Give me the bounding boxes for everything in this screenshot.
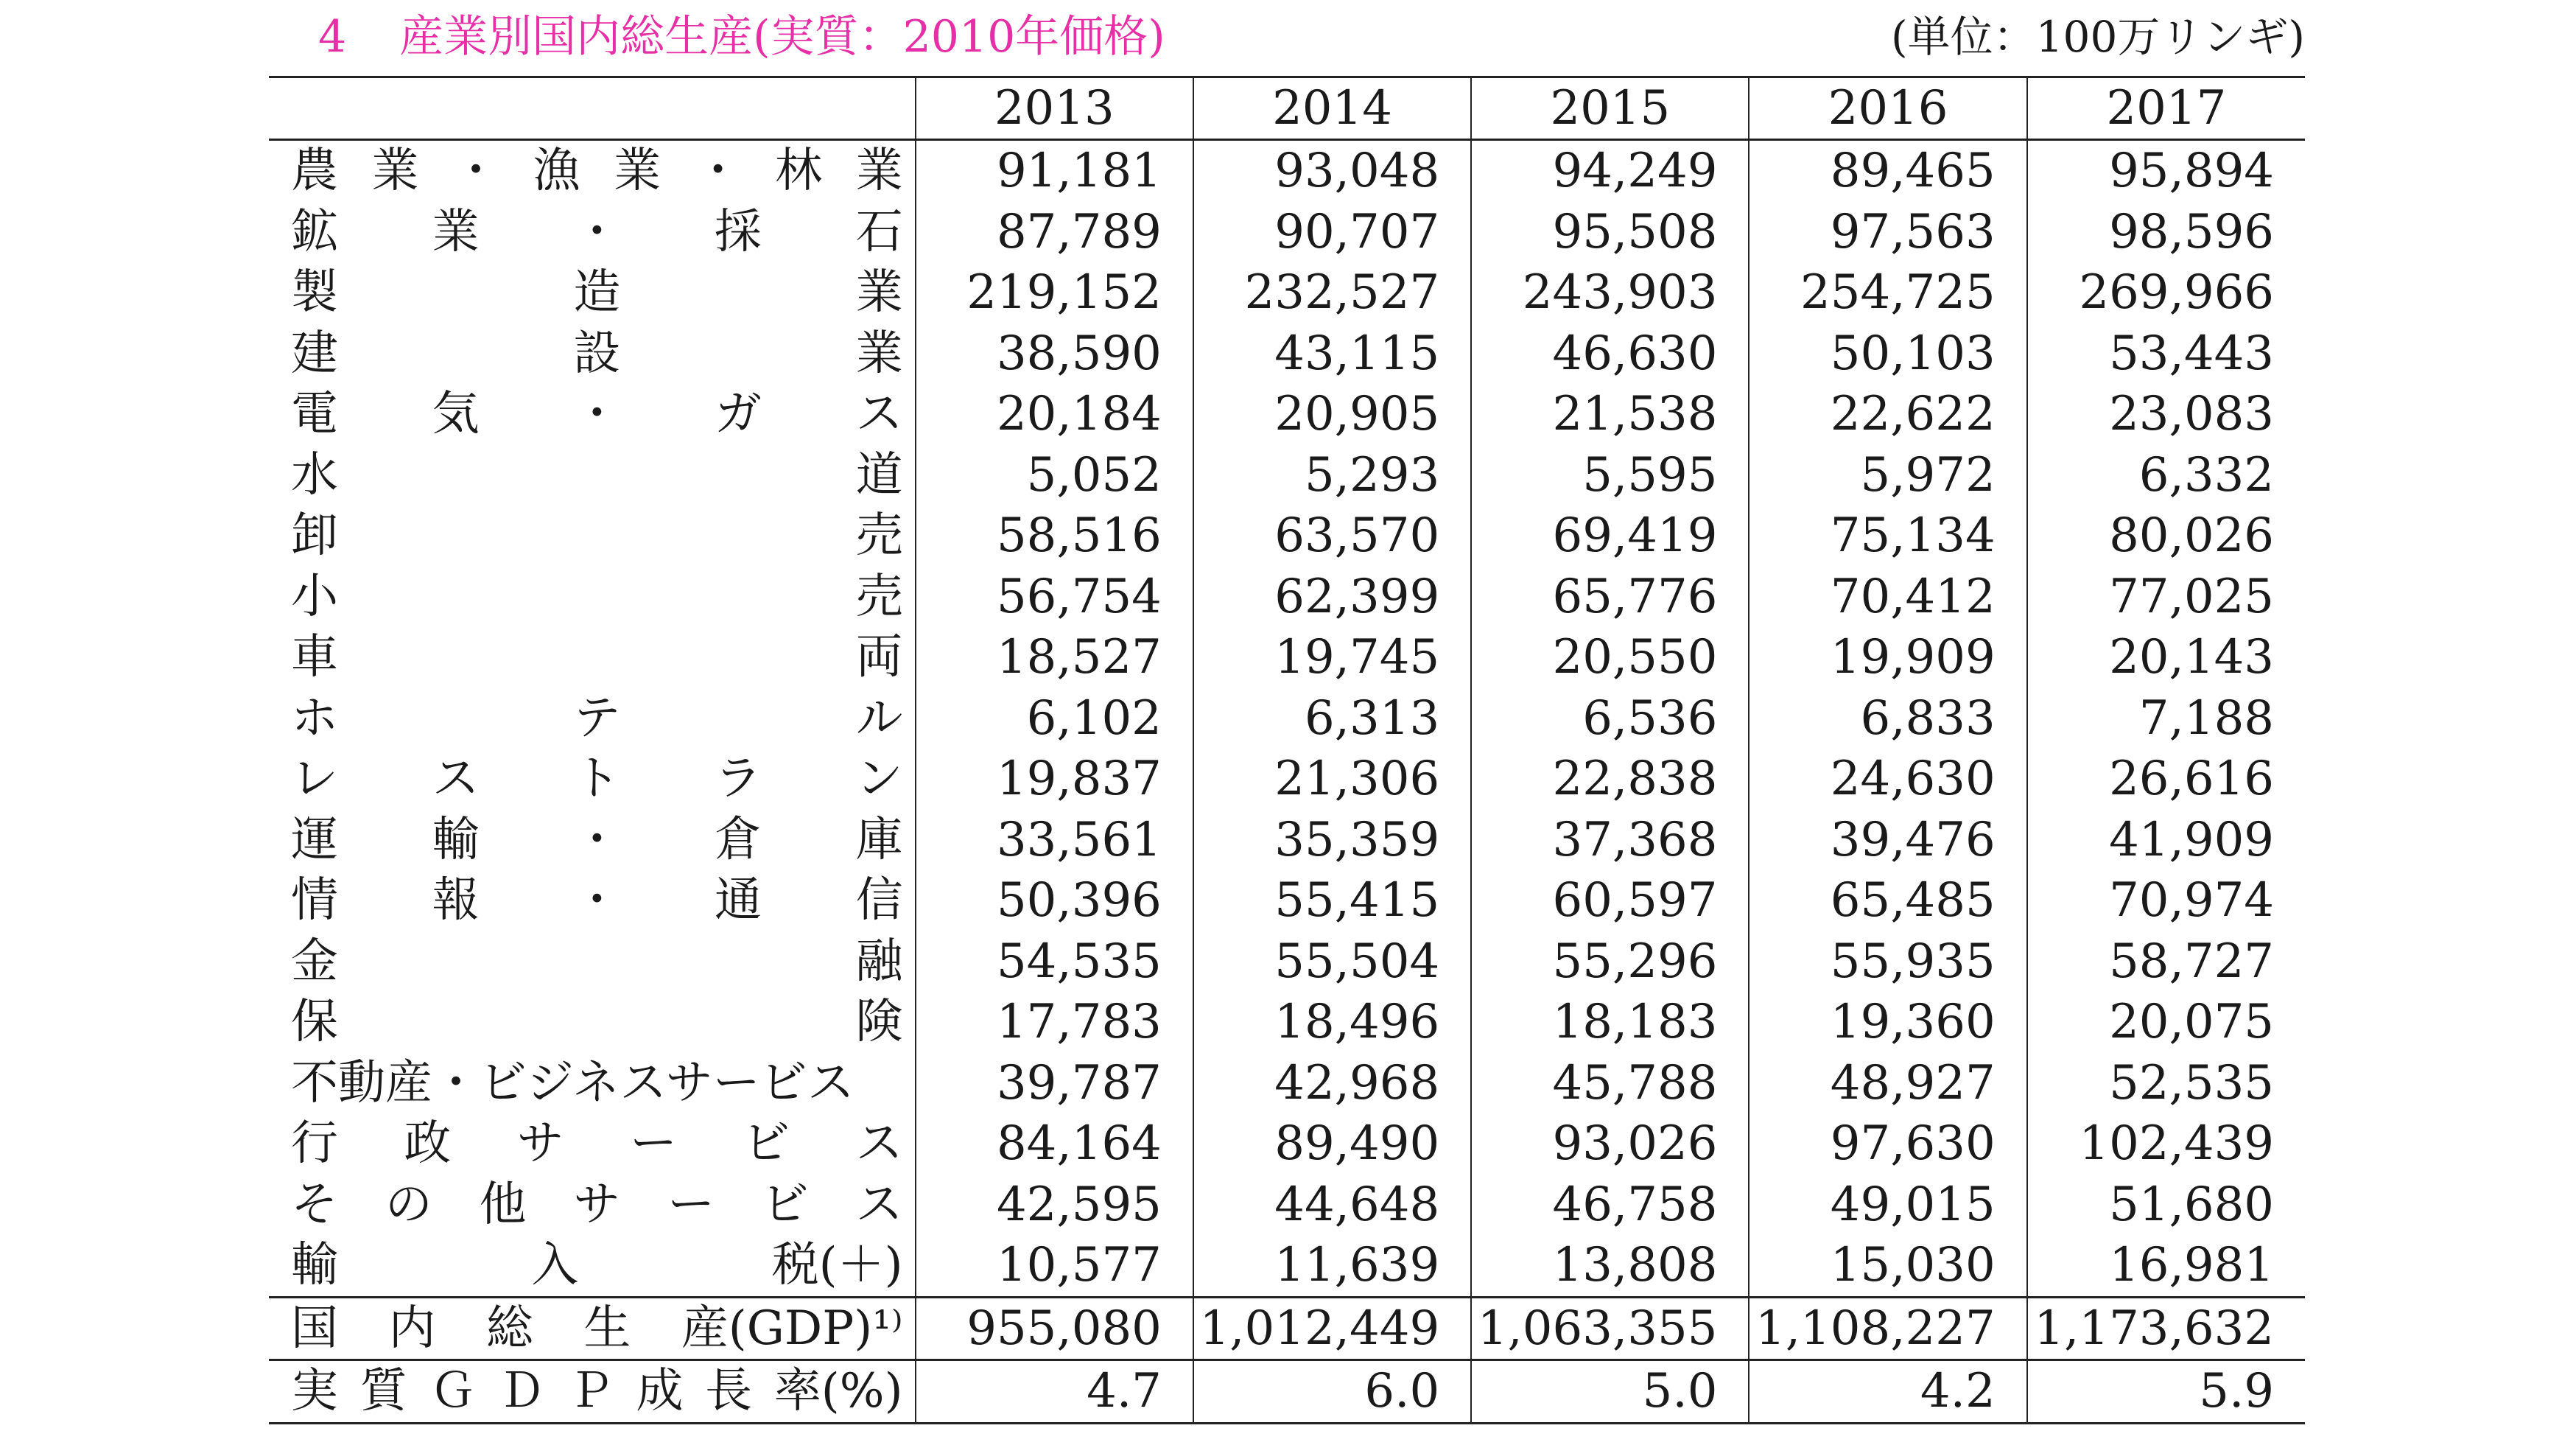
value-cell: 18,527 (916, 627, 1193, 688)
row-label-part: 業 (371, 144, 419, 199)
value-cell: 11,639 (1193, 1235, 1471, 1297)
value-cell: 95,508 (1471, 202, 1749, 263)
value-cell: 1,063,355 (1471, 1297, 1749, 1360)
table-row (269, 931, 2305, 993)
row-label-part: 気 (432, 387, 480, 442)
table-row (269, 323, 2305, 385)
table-row (269, 505, 2305, 567)
table-body (269, 140, 2305, 1424)
value-cell: 6,536 (1471, 688, 1749, 749)
row-label-text (291, 992, 903, 1052)
row-label-text (291, 1053, 903, 1113)
row-label-part: サ (516, 1116, 564, 1172)
value-cell: 6.0 (1193, 1360, 1471, 1424)
row-label-text (291, 1235, 903, 1295)
row-label-part: 車 (291, 630, 338, 685)
gdp-by-industry-table (269, 76, 2305, 1424)
row-label (269, 1235, 916, 1297)
table-row (269, 262, 2305, 323)
row-label-part: 保 (291, 995, 338, 1050)
value-cell: 20,184 (916, 384, 1193, 445)
value-cell: 55,935 (1749, 931, 2026, 993)
year-header: 2015 (1471, 77, 1749, 140)
row-label-part: 総 (485, 1301, 533, 1356)
table-row (269, 627, 2305, 688)
value-cell: 4.2 (1749, 1360, 2026, 1424)
row-label-part: 庫 (855, 812, 903, 867)
row-label-part: ・ (573, 387, 621, 442)
value-cell: 18,496 (1193, 992, 1471, 1053)
value-cell: 51,680 (2027, 1175, 2305, 1236)
value-cell: 93,026 (1471, 1113, 1749, 1175)
row-label (269, 1113, 916, 1175)
table-row (269, 202, 2305, 263)
row-label-part: 農 (291, 144, 338, 199)
row-label-part: ス (855, 1177, 903, 1232)
row-label-text (291, 1175, 903, 1235)
row-label-part: 内 (388, 1301, 436, 1356)
row-label-part: ー (629, 1116, 677, 1172)
table-row (269, 1113, 2305, 1175)
row-label-part: 通 (714, 873, 762, 928)
value-cell: 5,052 (916, 445, 1193, 506)
value-cell: 5,293 (1193, 445, 1471, 506)
row-label-text (291, 870, 903, 931)
value-cell: 18,183 (1471, 992, 1749, 1053)
row-label-part: 産(GDP)¹⁾ (681, 1301, 903, 1356)
row-label-part: 長 (705, 1364, 753, 1419)
value-cell: 60,597 (1471, 870, 1749, 931)
year-header: 2017 (2027, 77, 2305, 140)
row-label-part: Ｐ (566, 1364, 614, 1419)
row-label-part: 業 (855, 265, 903, 321)
unit-note: (単位：100万リンギ) (1891, 12, 2305, 62)
value-cell: 89,465 (1749, 140, 2026, 202)
row-label-part: 製 (291, 265, 338, 321)
row-label-text (291, 931, 903, 992)
value-cell: 94,249 (1471, 140, 1749, 202)
value-cell: 21,306 (1193, 749, 1471, 810)
value-cell: 55,415 (1193, 870, 1471, 931)
row-label-part: 造 (573, 265, 621, 321)
value-cell: 22,838 (1471, 749, 1749, 810)
value-cell: 13,808 (1471, 1235, 1749, 1297)
table-number: 4 (318, 11, 347, 63)
value-cell: 75,134 (1749, 505, 2026, 567)
row-label-text (291, 567, 903, 627)
row-label-part: 実 (291, 1364, 338, 1419)
row-label (269, 202, 916, 263)
value-cell: 70,974 (2027, 870, 2305, 931)
value-cell: 50,103 (1749, 323, 2026, 385)
value-cell: 46,758 (1471, 1175, 1749, 1236)
value-cell: 42,595 (916, 1175, 1193, 1236)
value-cell: 58,516 (916, 505, 1193, 567)
row-label (269, 262, 916, 323)
row-label-text (291, 1298, 903, 1359)
row-label-part: ・ (573, 873, 621, 928)
value-cell: 65,485 (1749, 870, 2026, 931)
row-label (269, 567, 916, 628)
row-label-part: 他 (479, 1177, 527, 1232)
row-label-part: Ｇ (429, 1364, 477, 1419)
value-cell: 52,535 (2027, 1053, 2305, 1114)
value-cell: 21,538 (1471, 384, 1749, 445)
value-cell: 219,152 (916, 262, 1193, 323)
value-cell: 91,181 (916, 140, 1193, 202)
value-cell: 22,622 (1749, 384, 2026, 445)
value-cell: 19,360 (1749, 992, 2026, 1053)
row-label (269, 1360, 916, 1424)
value-cell: 39,787 (916, 1053, 1193, 1114)
value-cell: 98,596 (2027, 202, 2305, 263)
value-cell: 80,026 (2027, 505, 2305, 567)
row-label-part: 成 (636, 1364, 684, 1419)
row-label-part: 信 (855, 873, 903, 928)
row-label (269, 323, 916, 385)
value-cell: 55,296 (1471, 931, 1749, 993)
table-row (269, 870, 2305, 931)
row-label-part: ス (432, 752, 480, 807)
row-label-part: 業 (855, 326, 903, 381)
row-label-part: 輸 (291, 1238, 338, 1293)
table-row (269, 1053, 2305, 1114)
row-label-part: 運 (291, 812, 338, 867)
row-label-part: 石 (855, 204, 903, 259)
table-row (269, 1297, 2305, 1360)
value-cell: 1,173,632 (2027, 1297, 2305, 1360)
value-cell: 19,909 (1749, 627, 2026, 688)
row-label (269, 140, 916, 202)
value-cell: 38,590 (916, 323, 1193, 385)
row-label (269, 1297, 916, 1360)
row-label-part: 水 (291, 447, 338, 503)
row-label-part: 報 (432, 873, 480, 928)
table-row (269, 992, 2305, 1053)
value-cell: 5,972 (1749, 445, 2026, 506)
row-label-part: ン (855, 752, 903, 807)
value-cell: 53,443 (2027, 323, 2305, 385)
value-cell: 102,439 (2027, 1113, 2305, 1175)
value-cell: 269,966 (2027, 262, 2305, 323)
row-label (269, 992, 916, 1053)
row-label-part: ガ (714, 387, 762, 442)
row-label-text (291, 810, 903, 870)
value-cell: 63,570 (1193, 505, 1471, 567)
row-label-text (291, 505, 903, 566)
value-cell: 5.0 (1471, 1360, 1749, 1424)
value-cell: 5,595 (1471, 445, 1749, 506)
table-row (269, 1235, 2305, 1297)
value-cell: 62,399 (1193, 567, 1471, 628)
table-row (269, 384, 2305, 445)
table-row (269, 1175, 2305, 1236)
row-label-text (291, 445, 903, 505)
row-label-part: ・ (573, 812, 621, 867)
row-label-part: そ (291, 1177, 338, 1232)
row-label (269, 445, 916, 506)
value-cell: 84,164 (916, 1113, 1193, 1175)
row-label-text (291, 262, 903, 323)
value-cell: 6,833 (1749, 688, 2026, 749)
value-cell: 17,783 (916, 992, 1193, 1053)
row-label-part: 倉 (714, 812, 762, 867)
row-label-part: 国 (291, 1301, 338, 1356)
value-cell: 44,648 (1193, 1175, 1471, 1236)
value-cell: 254,725 (1749, 262, 2026, 323)
row-label (269, 627, 916, 688)
value-cell: 54,535 (916, 931, 1193, 993)
value-cell: 69,419 (1471, 505, 1749, 567)
value-cell: 20,143 (2027, 627, 2305, 688)
row-label-part: 情 (291, 873, 338, 928)
row-label-text (291, 323, 903, 384)
row-label-part: ス (855, 1116, 903, 1172)
row-label-part: 林 (775, 144, 823, 199)
value-cell: 42,968 (1193, 1053, 1471, 1114)
value-cell: 6,332 (2027, 445, 2305, 506)
row-label (269, 384, 916, 445)
value-cell: 50,396 (916, 870, 1193, 931)
row-label-part: 電 (291, 387, 338, 442)
row-label-text (291, 202, 903, 262)
row-label-text (291, 141, 903, 201)
value-cell: 58,727 (2027, 931, 2305, 993)
value-cell: 55,504 (1193, 931, 1471, 993)
value-cell: 20,550 (1471, 627, 1749, 688)
value-cell: 20,905 (1193, 384, 1471, 445)
value-cell: 48,927 (1749, 1053, 2026, 1114)
row-label-part: 建 (291, 326, 338, 381)
row-label-part: 険 (855, 995, 903, 1050)
row-label-part: ラ (714, 752, 762, 807)
table-row (269, 445, 2305, 506)
row-label (269, 1175, 916, 1236)
row-label-part: 率(%) (773, 1364, 903, 1419)
row-label-part: テ (573, 690, 621, 746)
row-label-part: 設 (573, 326, 621, 381)
value-cell: 39,476 (1749, 810, 2026, 871)
value-cell: 45,788 (1471, 1053, 1749, 1114)
value-cell: 97,563 (1749, 202, 2026, 263)
value-cell: 93,048 (1193, 140, 1471, 202)
value-cell: 24,630 (1749, 749, 2026, 810)
value-cell: 23,083 (2027, 384, 2305, 445)
row-label-part: 入 (531, 1238, 579, 1293)
row-label-part: 両 (855, 630, 903, 685)
row-label-part: 生 (583, 1301, 631, 1356)
year-header: 2016 (1749, 77, 2026, 140)
row-label-part: 政 (404, 1116, 452, 1172)
row-label-part: 売 (855, 508, 903, 564)
row-label-part: ビ (743, 1116, 790, 1172)
table-row (269, 810, 2305, 871)
row-label (269, 931, 916, 993)
value-cell: 95,894 (2027, 140, 2305, 202)
value-cell: 1,012,449 (1193, 1297, 1471, 1360)
value-cell: 16,981 (2027, 1235, 2305, 1297)
header-corner (269, 77, 916, 140)
table-title (318, 6, 1165, 68)
row-label-part: 税(＋) (771, 1238, 903, 1293)
row-label-part: ・ (573, 204, 621, 259)
row-label-part: ー (667, 1177, 715, 1232)
value-cell: 6,102 (916, 688, 1193, 749)
header-row (269, 77, 2305, 140)
table-row (269, 688, 2305, 749)
value-cell: 232,527 (1193, 262, 1471, 323)
row-label-part: レ (291, 752, 338, 807)
value-cell: 35,359 (1193, 810, 1471, 871)
value-cell: 19,837 (916, 749, 1193, 810)
value-cell: 46,630 (1471, 323, 1749, 385)
value-cell: 41,909 (2027, 810, 2305, 871)
table-row (269, 140, 2305, 202)
row-label (269, 1053, 916, 1114)
value-cell: 15,030 (1749, 1235, 2026, 1297)
row-label-part: 行 (291, 1116, 338, 1172)
row-label-part: 道 (855, 447, 903, 503)
value-cell: 1,108,227 (1749, 1297, 2026, 1360)
row-label-part: 売 (855, 569, 903, 624)
row-label-part: サ (573, 1177, 621, 1232)
row-label (269, 870, 916, 931)
table-row (269, 1360, 2305, 1424)
row-label-part: ・ (452, 144, 500, 199)
row-label (269, 810, 916, 871)
row-label (269, 505, 916, 567)
row-label (269, 749, 916, 810)
row-label-part: 鉱 (291, 204, 338, 259)
row-label-part: 採 (714, 204, 762, 259)
value-cell: 20,075 (2027, 992, 2305, 1053)
value-cell: 89,490 (1193, 1113, 1471, 1175)
row-label-part: 業 (614, 144, 661, 199)
row-label-part: ト (573, 752, 621, 807)
row-label-text (291, 627, 903, 687)
table-title-text: 産業別国内総生産(実質：2010年価格) (399, 11, 1165, 63)
row-label-part: ・ (694, 144, 742, 199)
row-label-part: 輸 (432, 812, 480, 867)
row-label-part: 業 (855, 144, 903, 199)
value-cell: 19,745 (1193, 627, 1471, 688)
row-label-part: 不動産・ビジネスサービス (291, 1055, 854, 1110)
row-label (269, 688, 916, 749)
value-cell: 33,561 (916, 810, 1193, 871)
row-label-part: 質 (359, 1364, 407, 1419)
year-header: 2013 (916, 77, 1193, 140)
table-row (269, 567, 2305, 628)
value-cell: 65,776 (1471, 567, 1749, 628)
row-label-text (291, 1113, 903, 1174)
row-label-part: 金 (291, 934, 338, 989)
value-cell: 243,903 (1471, 262, 1749, 323)
value-cell: 26,616 (2027, 749, 2305, 810)
row-label-part: 小 (291, 569, 338, 624)
value-cell: 6,313 (1193, 688, 1471, 749)
value-cell: 37,368 (1471, 810, 1749, 871)
row-label-part: 漁 (533, 144, 580, 199)
row-label-text (291, 384, 903, 444)
row-label-text (291, 1361, 903, 1421)
value-cell: 7,188 (2027, 688, 2305, 749)
value-cell: 955,080 (916, 1297, 1193, 1360)
row-label-part: 卸 (291, 508, 338, 564)
value-cell: 4.7 (916, 1360, 1193, 1424)
value-cell: 77,025 (2027, 567, 2305, 628)
value-cell: 5.9 (2027, 1360, 2305, 1424)
value-cell: 49,015 (1749, 1175, 2026, 1236)
row-label-part: ス (855, 387, 903, 442)
value-cell: 56,754 (916, 567, 1193, 628)
row-label-part: 融 (855, 934, 903, 989)
value-cell: 97,630 (1749, 1113, 2026, 1175)
value-cell: 10,577 (916, 1235, 1193, 1297)
row-label-part: ル (855, 690, 903, 746)
table-row (269, 749, 2305, 810)
row-label-part: ホ (291, 690, 338, 746)
row-label-part: ビ (761, 1177, 809, 1232)
value-cell: 43,115 (1193, 323, 1471, 385)
row-label-text (291, 688, 903, 749)
row-label-part: Ｄ (498, 1364, 546, 1419)
value-cell: 87,789 (916, 202, 1193, 263)
row-label-part: の (385, 1177, 432, 1232)
row-label-text (291, 749, 903, 809)
value-cell: 70,412 (1749, 567, 2026, 628)
row-label-part: 業 (432, 204, 480, 259)
value-cell: 90,707 (1193, 202, 1471, 263)
year-header: 2014 (1193, 77, 1471, 140)
